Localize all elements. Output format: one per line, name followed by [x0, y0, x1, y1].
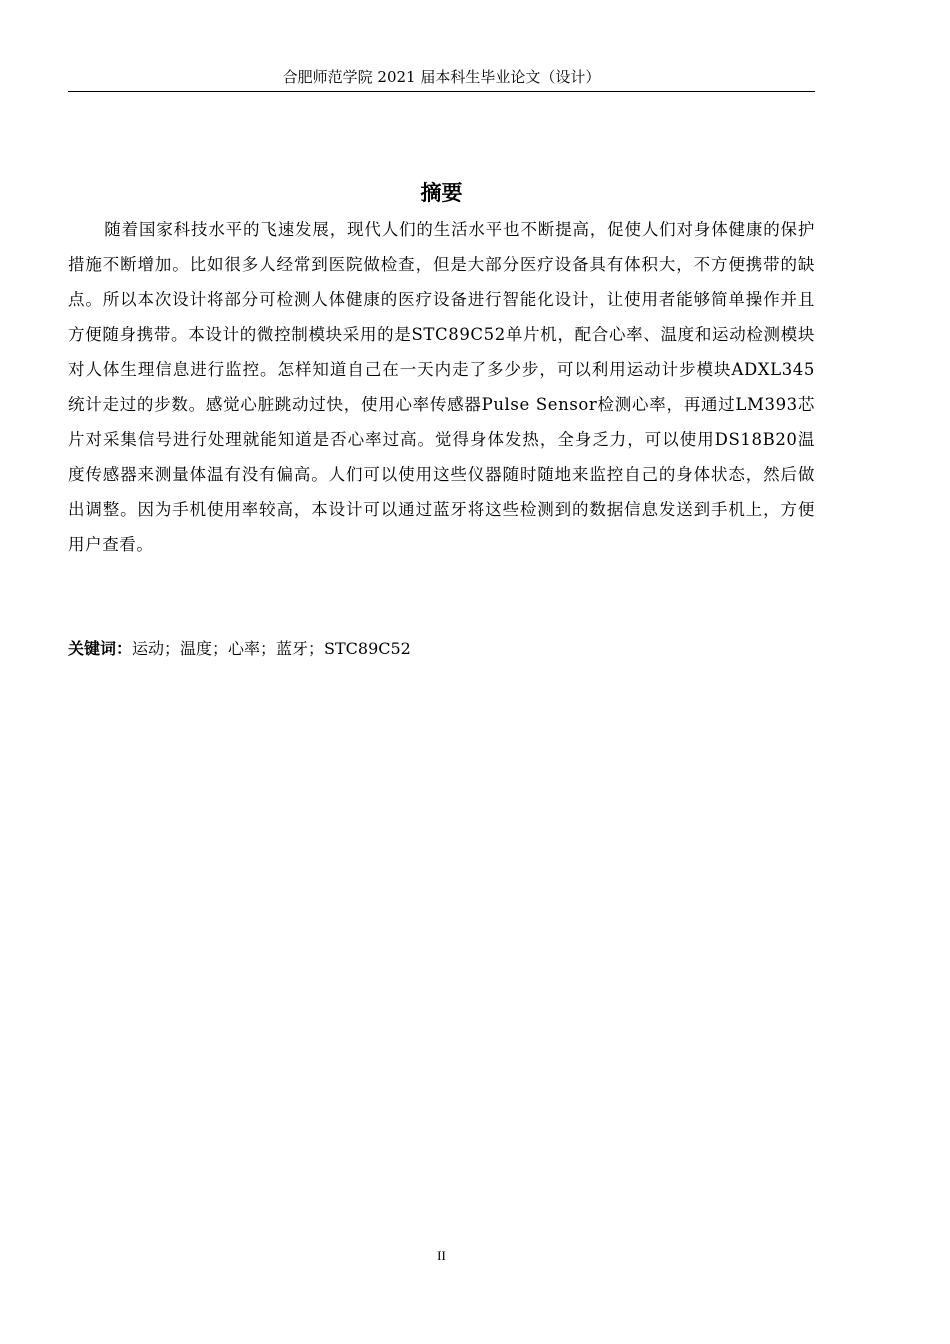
abstract-title: 摘要: [420, 181, 463, 205]
header-divider: [68, 91, 815, 92]
keywords-value: 运动；温度；心率；蓝牙；STC89C52: [132, 639, 411, 658]
keywords-label: 关键词：: [68, 639, 133, 658]
keywords-line: [68, 634, 815, 664]
running-header: 合肥师范学院 2021 届本科生毕业论文（设计）: [282, 68, 601, 86]
page-number: II: [437, 1248, 446, 1263]
abstract-body: 随着国家科技水平的飞速发展，现代人们的生活水平也不断提高，促使人们对身体健康的保护措施不断增加。比如很多人经常到医院做检查，但是大部分医疗设备具有体积大，不方便携带的缺点。所以本次设计将部分可检测人体健康的医疗设备进行智能化设计，让使用者能够简单操作并且方便随身携带。本设计的微控制模块采用的是STC89C52单片机，配合心率、温度和运动检测模块对人体生理信息进行监控。怎样知道自己在一天内走了多少步，可以利用运动计步模块ADXL345统计走过的步数。感觉心脏跳动过快，使用心率传感器Pulse Sensor检测心率，再通过LM393芯片对采集信号进行处理就能知道是否心率过高。觉得身体发热，全身乏力，可以使用DS18B20温度传感器来测量体温有没有偏高。人们可以使用这些仪器随时随地来监控自己的身体状态，然后做出调整。因为手机使用率较高，本设计可以通过蓝牙将这些检测到的数据信息发送到手机上，方便用户查看。: [68, 220, 815, 554]
